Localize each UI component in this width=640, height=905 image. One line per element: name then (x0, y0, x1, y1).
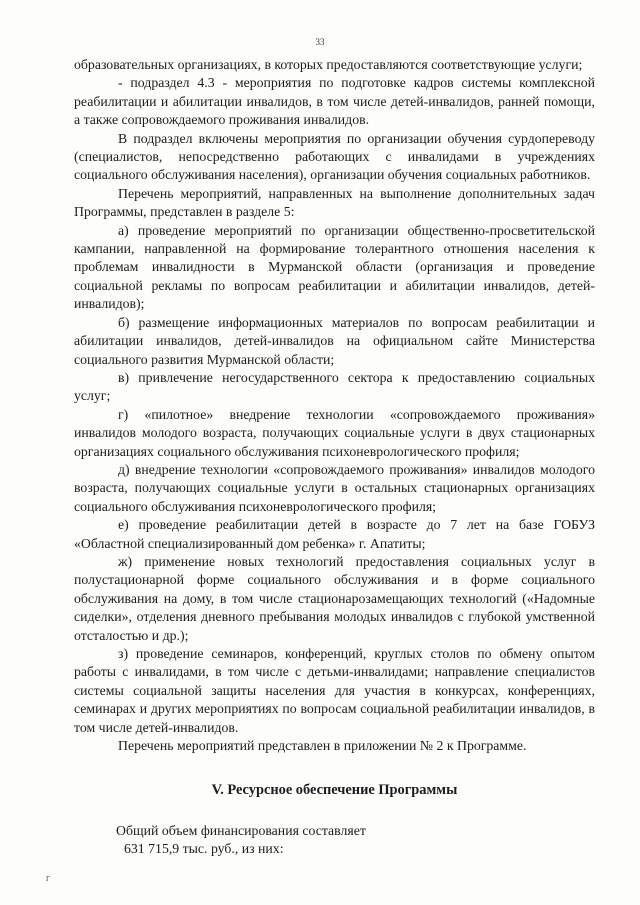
section-heading: V. Ресурсное обеспечение Программы (211, 782, 458, 799)
paragraph-financing-amount: 631 715,9 тыс. руб., из них: (124, 841, 284, 857)
paragraph-subsection-content: В подраздел включены мероприятия по организации обучения сурдопереводу (специалистов, непосредственно работающих с инвалидами в учреждениях социального обслуживания населения), организации обучения социальных работников. (74, 130, 595, 183)
paragraph-appendix-reference: Перечень мероприятий представлен в приложении № 2 к Программе. (118, 738, 527, 754)
list-item-e: е) проведение реабилитации детей в возрасте до 7 лет на базе ГОБУЗ «Областной специализированный дом ребенка» г. Апатиты; (74, 517, 595, 551)
list-item-zh: ж) применение новых технологий предоставления социальных услуг в полустационарной форме социального обслуживания и в форме социального обслуживания на дому, в том числе стационарозамещающих технологий («Надомные сиделки», отделения дневного пребывания молодых инвалидов с глубокой умственной отсталостью и др.); (74, 553, 595, 643)
paragraph-subsection-4-3: - подраздел 4.3 - мероприятия по подготовке кадров системы комплексной реабилитации и абилитации инвалидов, в том числе детей-инвалидов, ранней помощи, а также сопровождаемого проживания инвалидов. (74, 75, 595, 128)
page-body (74, 56, 595, 859)
list-item-v: в) привлечение негосударственного сектора к предоставлению социальных услуг; (74, 369, 595, 404)
list-item-b: б) размещение информационных материалов по вопросам реабилитации и абилитации инвалидов, детей-инвалидов на официальном сайте Министерства социального развития Мурманской области; (74, 314, 595, 367)
page-number: 33 (315, 37, 325, 47)
margin-mark: г (46, 873, 51, 884)
paragraph-continuation: образовательных организациях, в которых предоставляются соответствующие услуги; (74, 57, 583, 72)
list-item-g: г) «пилотное» внедрение технологии «сопровождаемого проживания» инвалидов молодого возраста, получающих социальные услуги в двух стационарных организациях социального обслуживания психоневрологического профиля; (74, 406, 595, 459)
list-item-d: д) внедрение технологии «сопровождаемого проживания» инвалидов молодого возраста, получающих социальные услуги в остальных стационарных организациях социального обслуживания психоневрологического профиля; (74, 461, 595, 514)
list-item-z: з) проведение семинаров, конференций, круглых столов по обмену опытом работы с инвалидами, в том числе с детьми-инвалидами; направление специалистов системы социальной защиты населения для участия в конкурсах, конференциях, семинарах и других мероприятиях по вопросам социальной реабилитации инвалидов, в том числе детей-инвалидов. (74, 646, 595, 735)
paragraph-additional-tasks: Перечень мероприятий, направленных на выполнение дополнительных задач Программы, представлен в разделе 5: (74, 185, 595, 220)
list-item-a: а) проведение мероприятий по организации общественно-просветительской кампании, направленной на формирование толерантного отношения населения к проблемам инвалидности в Мурманской области (организация и проведение социальной рекламы по вопросам реабилитации и абилитации инвалидов, детей-инвалидов); (74, 222, 595, 312)
paragraph-financing: Общий объем финансирования составляет (116, 822, 366, 838)
